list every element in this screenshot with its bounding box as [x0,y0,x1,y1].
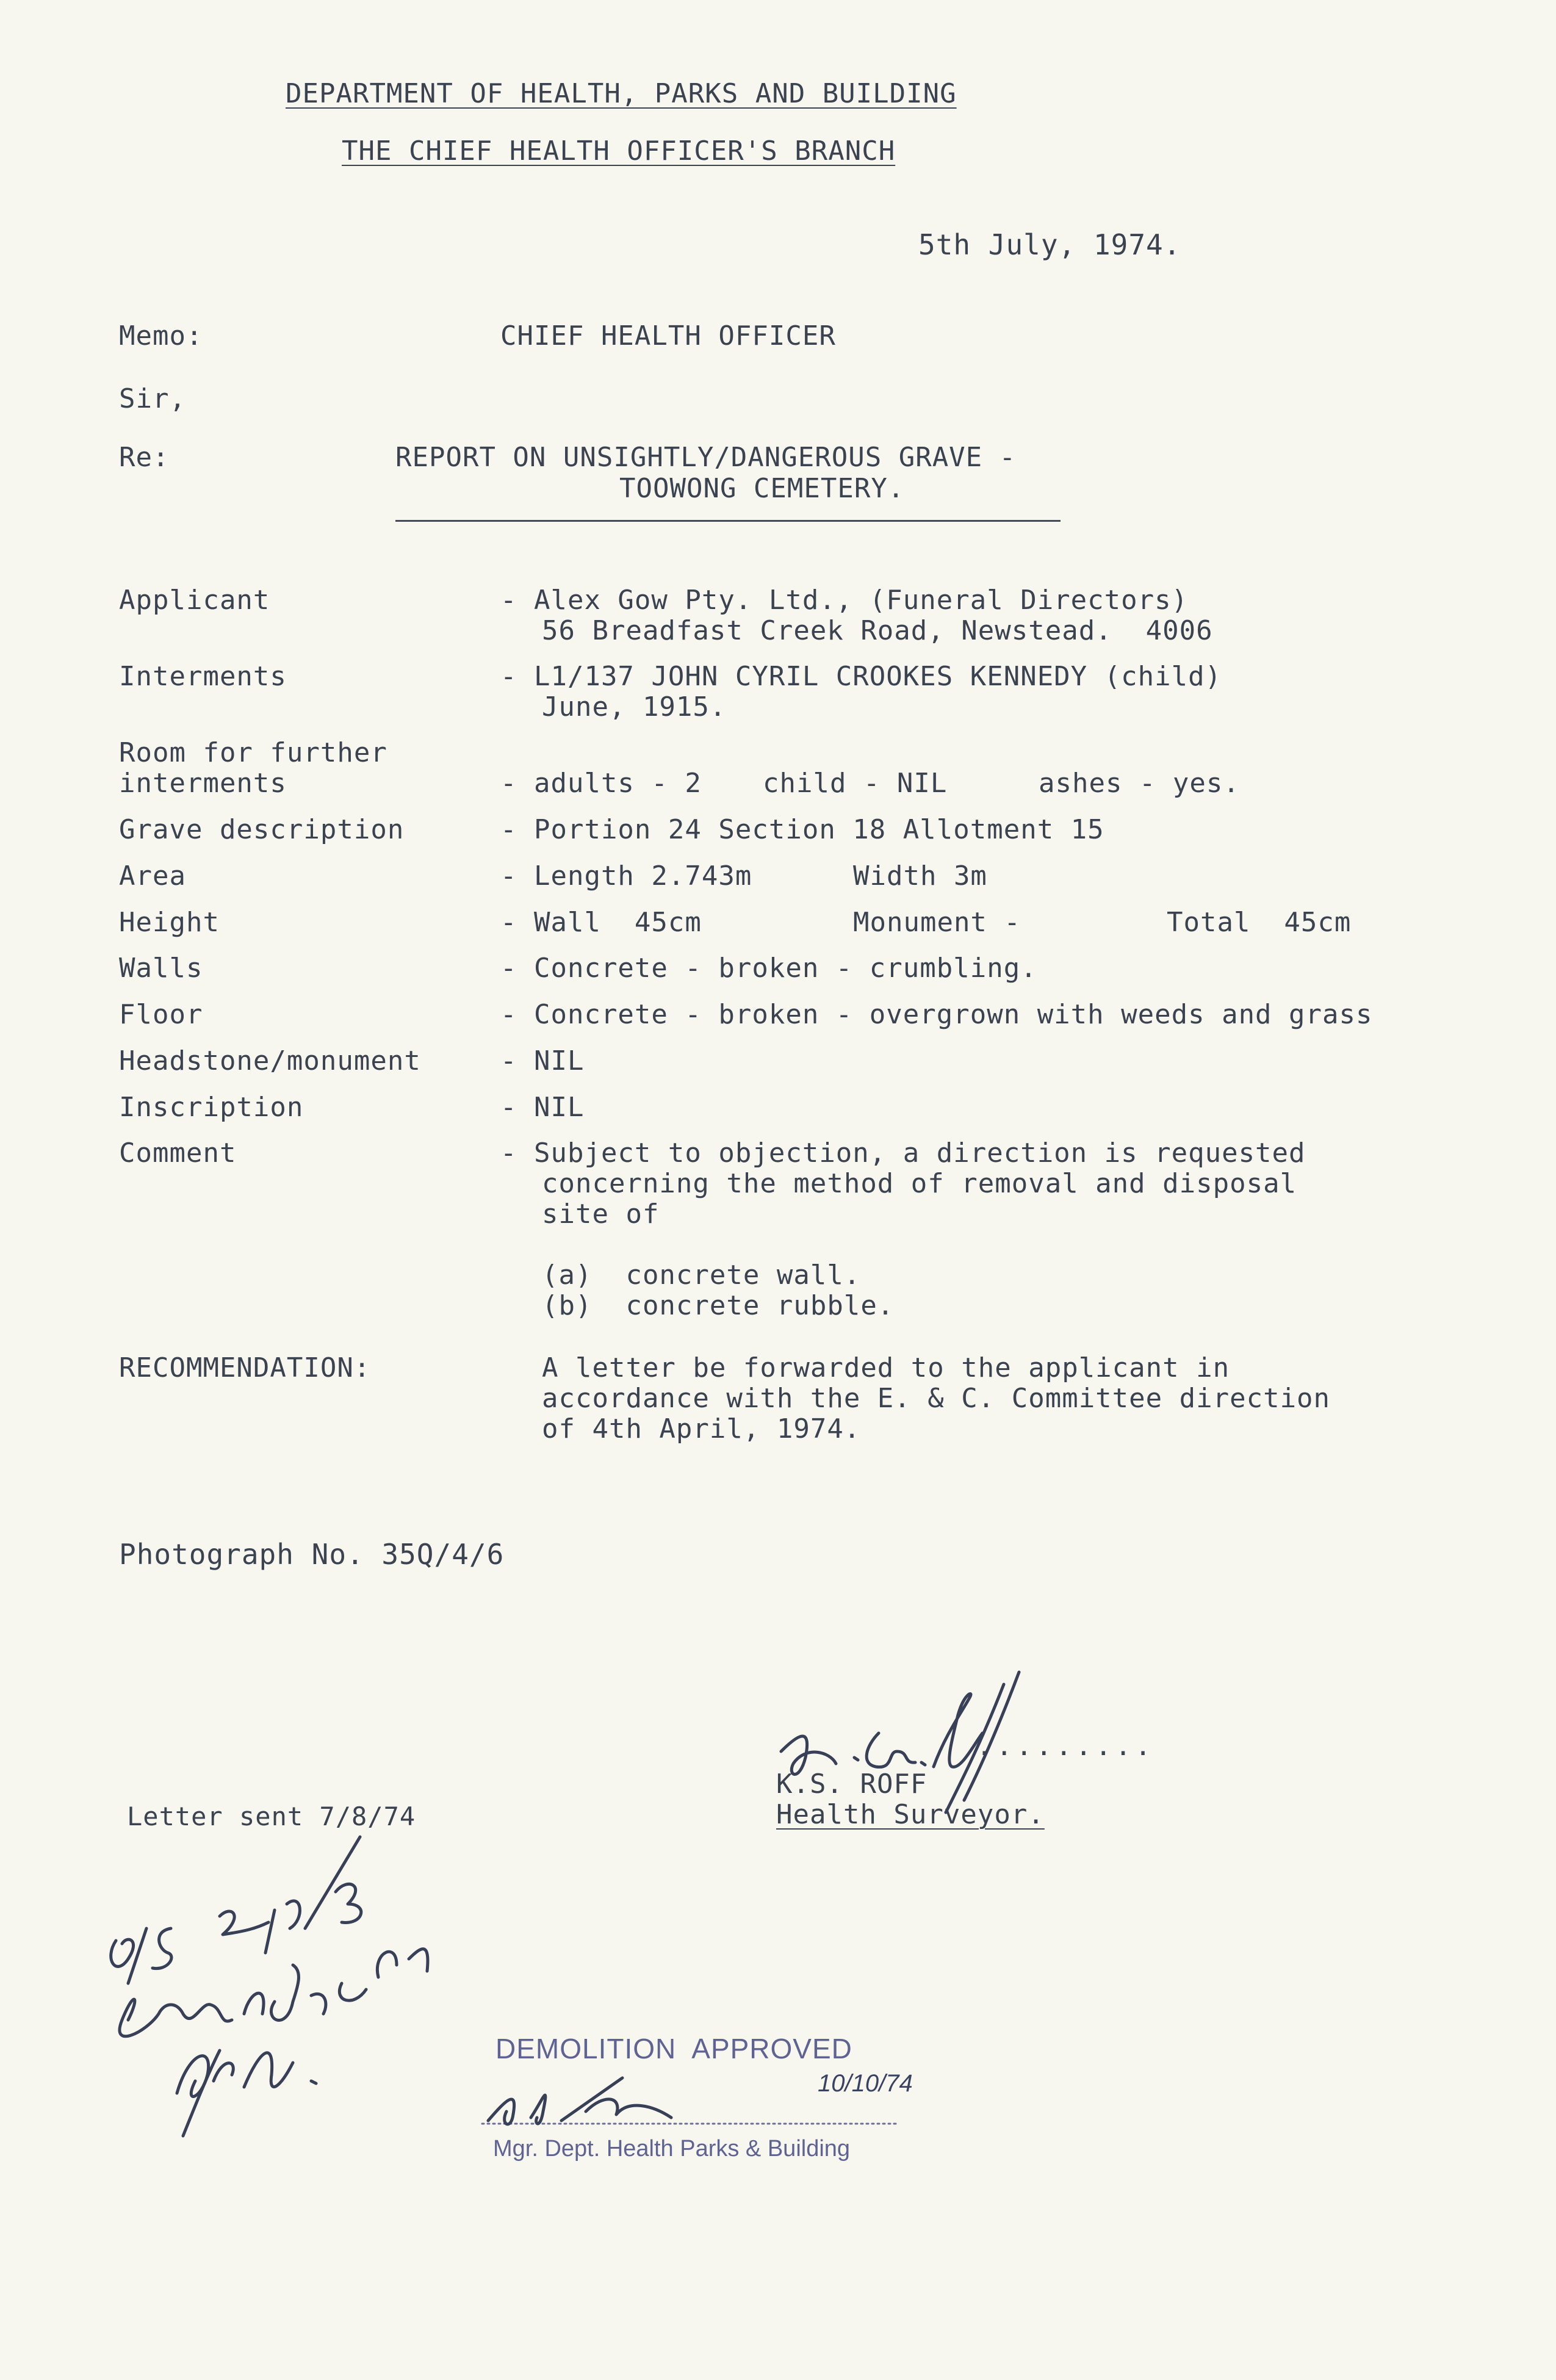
memo-date: 5th July, 1974. [918,228,1181,261]
stamp-caption: Mgr. Dept. Health Parks & Building [493,2136,851,2162]
inscription-value: - NIL [500,1092,585,1123]
recommendation-line-3: of 4th April, 1974. [542,1413,861,1444]
height-wall: - Wall 45cm [500,907,702,938]
applicant-value-1: - Alex Gow Pty. Ltd., (Funeral Directors) [500,585,1189,616]
headstone-value: - NIL [500,1045,585,1076]
area-length: - Length 2.743m [500,860,752,892]
department-heading: DEPARTMENT OF HEALTH, PARKS AND BUILDING [286,78,957,109]
subject-line-2: TOOWONG CEMETERY. [619,473,905,504]
stamp-handwritten-date: 10/10/74 [818,2070,913,2097]
height-label: Height [119,907,220,938]
room-ashes: ashes - yes. [1039,768,1240,799]
memo-recipient: CHIEF HEALTH OFFICER [500,320,836,352]
roff-signature [763,1660,1043,1819]
grave-value: - Portion 24 Section 18 Allotment 15 [500,814,1104,845]
area-label: Area [119,860,186,892]
applicant-value-2: 56 Breadfast Creek Road, Newstead. 4006 [542,615,1213,646]
room-adults: - adults - 2 [500,768,702,799]
subject-line-1: REPORT ON UNSIGHTLY/DANGEROUS GRAVE - [395,442,1017,473]
memo-label: Memo: [119,320,203,352]
interments-label: Interments [119,661,287,692]
comment-item-b: (b) concrete rubble. [542,1290,895,1321]
photograph-number: Photograph No. 35Q/4/6 [119,1538,505,1571]
interments-value-2: June, 1915. [542,691,727,723]
inscription-label: Inscription [119,1092,304,1123]
handwritten-demolished-note [92,1819,433,2160]
floor-value: - Concrete - broken - overgrown with weeds and grass [500,999,1373,1030]
height-monument: Monument - [853,907,1021,938]
recommendation-line-2: accordance with the E. & C. Committee direction [542,1383,1331,1414]
height-total: Total 45cm [1167,907,1352,938]
branch-heading: THE CHIEF HEALTH OFFICER'S BRANCH [342,135,896,167]
signature-dots: ......... [976,1731,1155,1762]
comment-label: Comment [119,1138,237,1169]
room-label-1: Room for further [119,737,387,768]
subject-underline [395,520,1061,522]
walls-label: Walls [119,953,203,984]
applicant-label: Applicant [119,585,270,616]
room-child: child - NIL [763,768,948,799]
stamp-title: DEMOLITION APPROVED [495,2033,852,2064]
room-label-2: interments [119,768,287,799]
grave-label: Grave description [119,814,405,845]
recommendation-label: RECOMMENDATION: [119,1352,371,1383]
headstone-label: Headstone/monument [119,1045,421,1076]
interments-value-1: - L1/137 JOHN CYRIL CROOKES KENNEDY (child) [500,661,1222,692]
re-label: Re: [119,442,170,473]
comment-value-1: - Subject to objection, a direction is requested [500,1138,1306,1169]
walls-value: - Concrete - broken - crumbling. [500,953,1037,984]
comment-value-2: concerning the method of removal and disposal [542,1168,1297,1199]
comment-value-3: site of [542,1199,660,1230]
salutation: Sir, [119,383,186,414]
comment-item-a: (a) concrete wall. [542,1260,861,1291]
area-width: Width 3m [853,860,987,892]
signatory-name: K.S. ROFF [776,1769,927,1800]
floor-label: Floor [119,999,203,1030]
letter-sent-note: Letter sent 7/8/74 [127,1801,416,1831]
recommendation-line-1: A letter be forwarded to the applicant in [542,1352,1230,1383]
signatory-title: Health Surveyor. [776,1799,1045,1830]
